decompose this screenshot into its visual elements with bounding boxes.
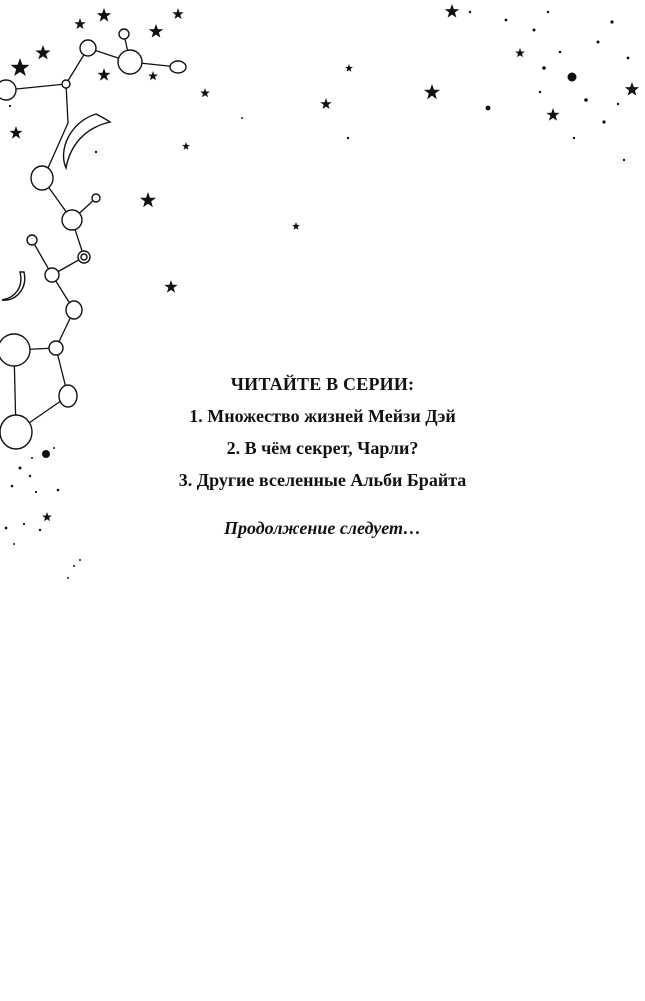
- series-book-2: 2. В чём секрет, Чарли?: [226, 438, 419, 458]
- series-book-1: 1. Множество жизней Мейзи Дэй: [189, 406, 456, 426]
- series-list-section: [0, 368, 645, 544]
- to-be-continued-note: Продолжение следует…: [223, 518, 422, 538]
- series-book-3: 3. Другие вселенные Альби Брайта: [178, 470, 467, 490]
- series-book-list: [0, 400, 645, 496]
- series-heading: ЧИТАЙТЕ В СЕРИИ:: [230, 374, 415, 394]
